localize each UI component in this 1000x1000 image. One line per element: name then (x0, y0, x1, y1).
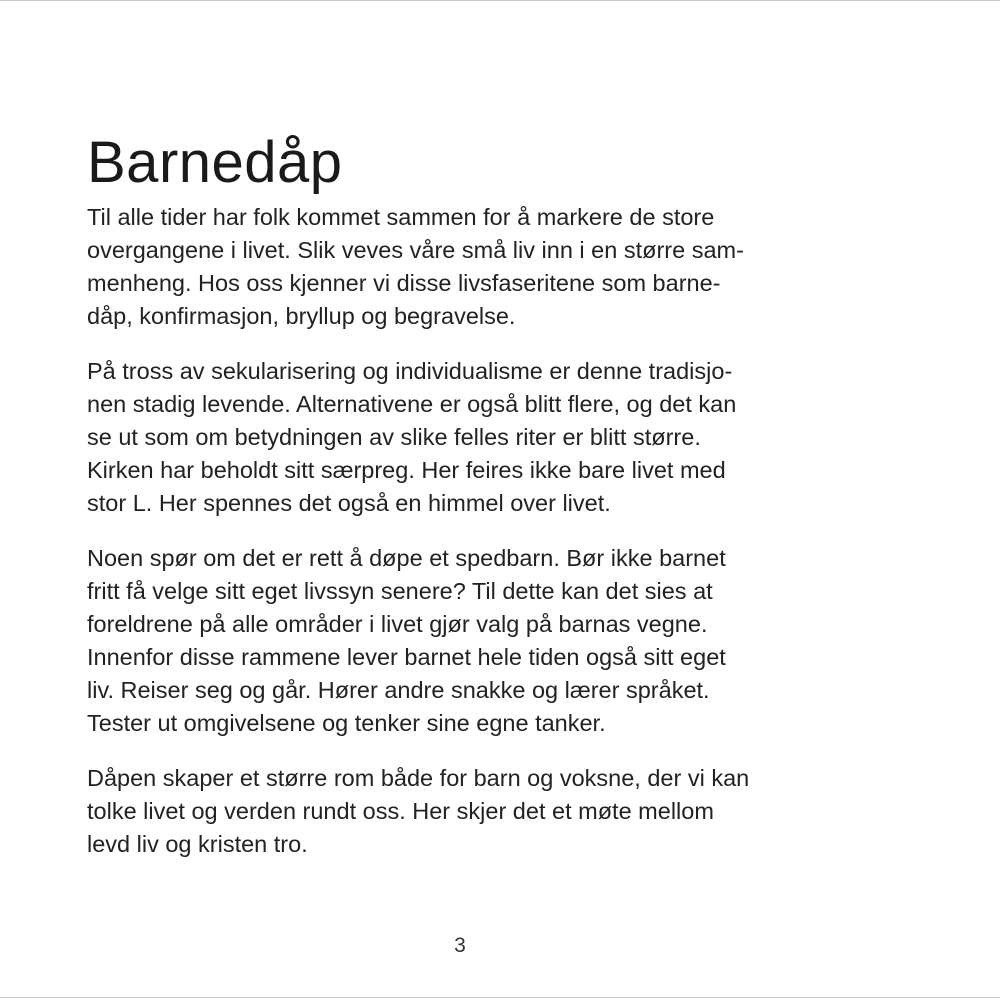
bottom-border-rule (0, 997, 1000, 998)
text-line: overgangene i livet. Slik veves våre små liv inn i en større sam- (87, 237, 744, 263)
text-line: Tester ut omgivelsene og tenker sine egne tanker. (87, 710, 606, 736)
text-line: stor L. Her spennes det også en himmel over livet. (87, 490, 611, 516)
page-number: 3 (454, 934, 466, 957)
paragraph-conclusion (87, 762, 867, 861)
text-line: fritt få velge sitt eget livssyn senere? Til dette kan det sies at (87, 578, 713, 604)
text-line: se ut som om betydningen av slike felles riter er blitt større. (87, 424, 701, 450)
paragraph-tradition (87, 355, 867, 520)
text-line: menheng. Hos oss kjenner vi disse livsfaseritene som barne- (87, 270, 721, 296)
text-line: Kirken har beholdt sitt særpreg. Her feires ikke bare livet med (87, 457, 726, 483)
text-line: Noen spør om det er rett å døpe et spedbarn. Bør ikke barnet (87, 545, 726, 571)
paragraph-infant-baptism (87, 542, 867, 740)
text-line: Innenfor disse rammene lever barnet hele tiden også sitt eget (87, 644, 726, 670)
text-line: nen stadig levende. Alternativene er også blitt flere, og det kan (87, 391, 737, 417)
paragraph-intro (87, 201, 867, 333)
text-line: På tross av sekularisering og individualisme er denne tradisjo- (87, 358, 733, 384)
page-content (87, 127, 867, 861)
text-line: Til alle tider har folk kommet sammen for å markere de store (87, 204, 715, 230)
text-line: tolke livet og verden rundt oss. Her skjer det et møte mellom (87, 798, 714, 824)
top-border-rule (0, 0, 1000, 1)
text-line: Dåpen skaper et større rom både for barn og voksne, der vi kan (87, 765, 750, 791)
text-line: dåp, konfirmasjon, bryllup og begravelse. (87, 303, 516, 329)
text-line: foreldrene på alle områder i livet gjør valg på barnas vegne. (87, 611, 708, 637)
text-line: liv. Reiser seg og går. Hører andre snakke og lærer språket. (87, 677, 710, 703)
page-title: Barnedåp (87, 130, 343, 195)
text-line: levd liv og kristen tro. (87, 831, 308, 857)
